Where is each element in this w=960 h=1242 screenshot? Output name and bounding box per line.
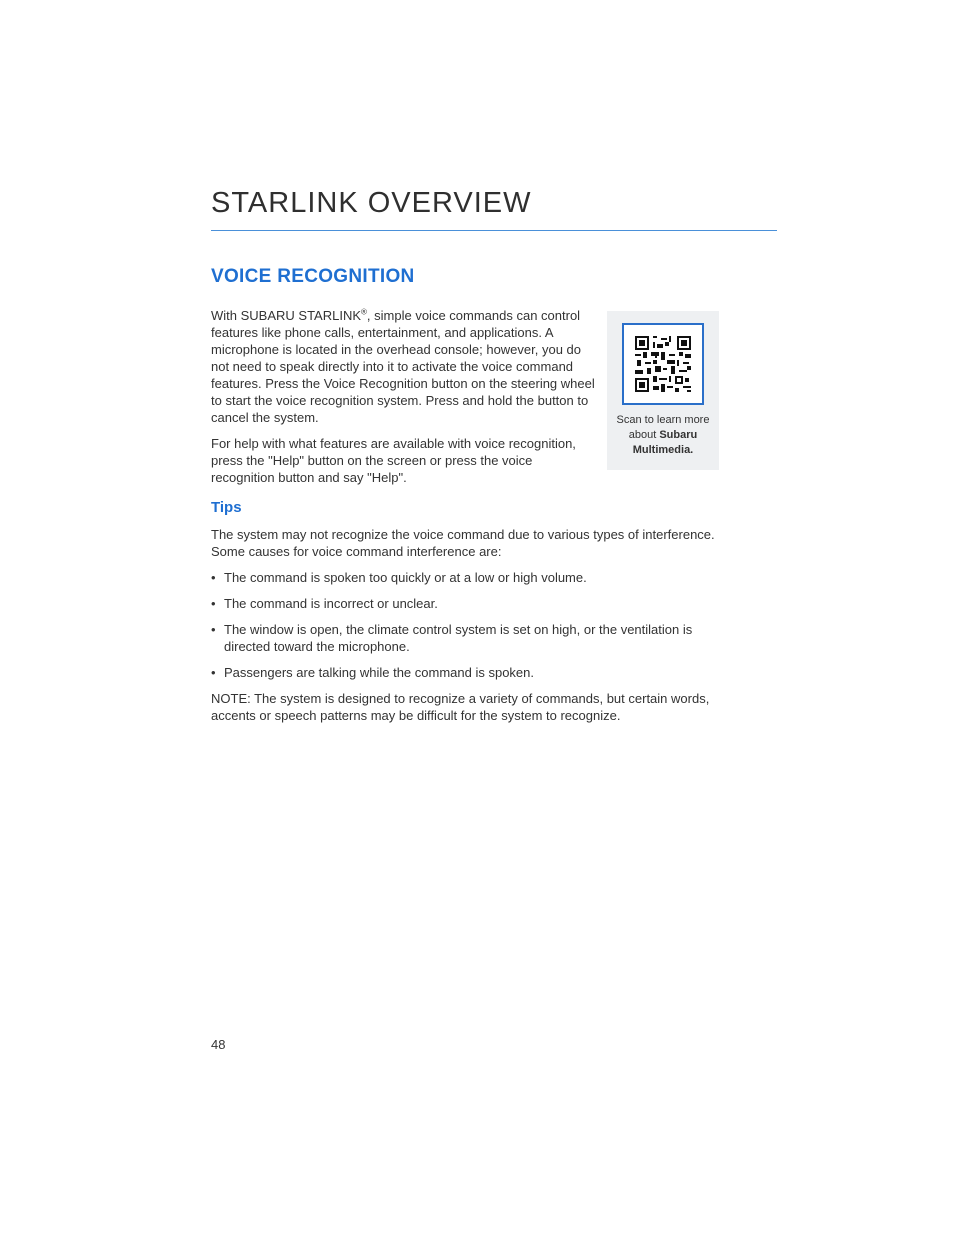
tips-list (211, 569, 731, 681)
list-item (211, 569, 731, 586)
voice-recognition-body (211, 307, 599, 495)
voice-recognition-heading: VOICE RECOGNITION (211, 266, 415, 287)
tips-heading: Tips (211, 499, 242, 516)
bullet-icon: • (211, 622, 216, 637)
bullet-icon: • (211, 665, 216, 680)
qr-caption-bold: Subaru Multimedia. (632, 429, 698, 456)
qr-code-icon (635, 336, 691, 392)
list-item-text: The command is spoken too quickly or at a low or high volume. (224, 570, 587, 585)
p1-text-start: With SUBARU STARLINK (211, 308, 362, 323)
bullet-icon: • (211, 596, 216, 611)
qr-caption-line2 (607, 428, 719, 458)
list-item (211, 595, 731, 612)
section-header: STARLINK OVERVIEW (211, 186, 777, 231)
tips-intro: The system may not recognize the voice command due to various types of interference. Some causes for voice command interference are: (211, 527, 715, 559)
list-item (211, 664, 731, 681)
voice-paragraph-1 (211, 307, 599, 426)
qr-caption (607, 413, 719, 458)
list-item-text: Passengers are talking while the command is spoken. (224, 665, 534, 680)
voice-paragraph-2: For help with what features are available with voice recognition, press the "Help" button on the screen or press the voice recognition button and say "Help". (211, 436, 576, 485)
bullet-icon: • (211, 570, 216, 585)
registered-mark: ® (361, 307, 367, 317)
qr-code-frame[interactable] (622, 323, 704, 405)
qr-caption-line1: Scan to learn more (616, 414, 710, 426)
tips-note: NOTE: The system is designed to recognize a variety of commands, but certain words, accents or speech patterns may be difficult for the system to recognize. (211, 691, 710, 723)
list-item (211, 621, 731, 655)
p1-text-end: , simple voice commands can control features like phone calls, entertainment, and applications. A microphone is located in the overhead console; however, you do not need to speak directly into it to activate the voice command features. Press the Voice Recognition button on the steering wheel to start the voice recognition system. Press and hold the button to cancel the system. (211, 308, 595, 425)
list-item-text: The window is open, the climate control system is set on high, or the ventilation is directed toward the microphone. (224, 622, 693, 654)
qr-caption-about: about (628, 429, 657, 441)
tips-body (211, 526, 731, 733)
list-item-text: The command is incorrect or unclear. (224, 596, 438, 611)
page-number: 48 (211, 1037, 226, 1052)
qr-callout (607, 311, 719, 470)
